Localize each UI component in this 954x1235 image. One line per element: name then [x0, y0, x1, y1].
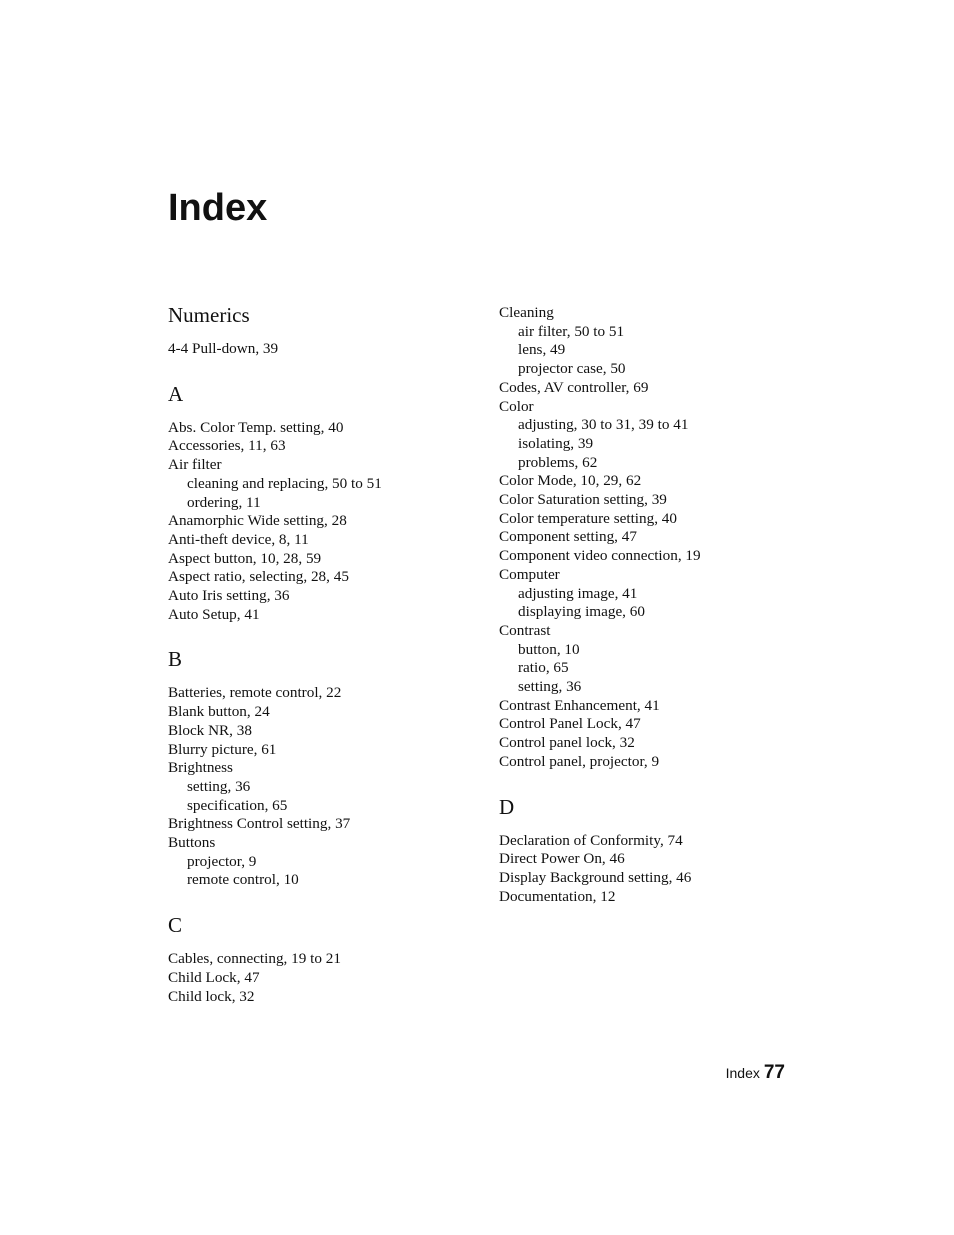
index-subentry: specification, 65: [187, 796, 288, 814]
index-subentry: button, 10: [518, 640, 580, 658]
index-entry: Accessories, 11, 63: [168, 437, 286, 455]
index-subentry: adjusting image, 41: [518, 584, 638, 602]
index-subentry: displaying image, 60: [518, 603, 645, 621]
index-entry: Direct Power On, 46: [499, 850, 625, 868]
index-entry: Declaration of Conformity, 74: [499, 831, 683, 849]
index-entry: Anamorphic Wide setting, 28: [168, 512, 347, 530]
index-entry: Anti-theft device, 8, 11: [168, 530, 309, 548]
index-entry: Component setting, 47: [499, 528, 637, 546]
index-entry: Block NR, 38: [168, 721, 252, 739]
index-entry: Brightness: [168, 759, 233, 777]
index-entry: Display Background setting, 46: [499, 868, 692, 886]
index-column-left: [168, 302, 468, 1006]
index-entry: Color Mode, 10, 29, 62: [499, 472, 642, 490]
index-entry: Control Panel Lock, 47: [499, 715, 641, 733]
section-heading: B: [168, 647, 183, 672]
section-gap: [168, 890, 468, 912]
index-entry: Batteries, remote control, 22: [168, 684, 342, 702]
index-subentry: cleaning and replacing, 50 to 51: [187, 474, 382, 492]
index-entry: Control panel lock, 32: [499, 734, 635, 752]
index-entry: Auto Setup, 41: [168, 605, 260, 623]
index-subentry: setting, 36: [518, 678, 582, 696]
index-entry: Computer: [499, 565, 560, 583]
index-entry: Child lock, 32: [168, 987, 255, 1005]
index-entry: 4-4 Pull-down, 39: [168, 340, 279, 357]
index-entry: Cables, connecting, 19 to 21: [168, 950, 341, 968]
index-subentry: projector case, 50: [518, 360, 626, 378]
index-entry: Component video connection, 19: [499, 547, 701, 565]
index-entry: Aspect ratio, selecting, 28, 45: [168, 568, 349, 586]
index-entry: Blank button, 24: [168, 703, 270, 721]
section-heading: Numerics: [168, 303, 250, 327]
section-gap: [168, 359, 468, 381]
index-subentry: projector, 9: [187, 852, 257, 870]
index-entry: Documentation, 12: [499, 887, 616, 905]
index-subentry: ratio, 65: [518, 659, 569, 677]
index-entry: Cleaning: [499, 304, 554, 321]
index-subentry: remote control, 10: [187, 871, 299, 889]
page-title: Index: [168, 187, 268, 229]
index-subentry: lens, 49: [518, 341, 566, 359]
index-entry: Codes, AV controller, 69: [499, 378, 649, 396]
index-entry: Color: [499, 397, 534, 415]
section-heading: A: [168, 381, 184, 406]
index-entry: Color Saturation setting, 39: [499, 491, 667, 509]
index-entry: Brightness Control setting, 37: [168, 815, 351, 833]
index-subentry: isolating, 39: [518, 434, 594, 452]
index-entry: Contrast: [499, 621, 551, 639]
section-heading: D: [499, 794, 515, 819]
index-subentry: adjusting, 30 to 31, 39 to 41: [518, 416, 689, 434]
section-heading: C: [168, 913, 183, 938]
index-entry: Air filter: [168, 456, 222, 474]
footer-label: Index: [725, 1065, 760, 1081]
index-entry: Abs. Color Temp. setting, 40: [168, 418, 344, 436]
index-entry: Contrast Enhancement, 41: [499, 696, 660, 714]
index-entry: Control panel, projector, 9: [499, 752, 660, 770]
index-subentry: air filter, 50 to 51: [518, 322, 625, 340]
page-footer: [726, 1062, 785, 1084]
index-subentry: ordering, 11: [187, 493, 261, 511]
index-subentry: setting, 36: [187, 777, 251, 795]
index-entry: Child Lock, 47: [168, 968, 260, 986]
page-number: 77: [763, 1062, 785, 1083]
index-entry: Aspect button, 10, 28, 59: [168, 549, 322, 567]
index-column-right: [499, 304, 799, 906]
index-entry: Blurry picture, 61: [168, 740, 277, 758]
index-subentry: problems, 62: [518, 453, 598, 471]
index-entry: Auto Iris setting, 36: [168, 587, 290, 605]
index-entry: Color temperature setting, 40: [499, 509, 677, 527]
index-entry: Buttons: [168, 834, 216, 852]
section-gap: [168, 624, 468, 646]
section-gap: [499, 772, 799, 794]
